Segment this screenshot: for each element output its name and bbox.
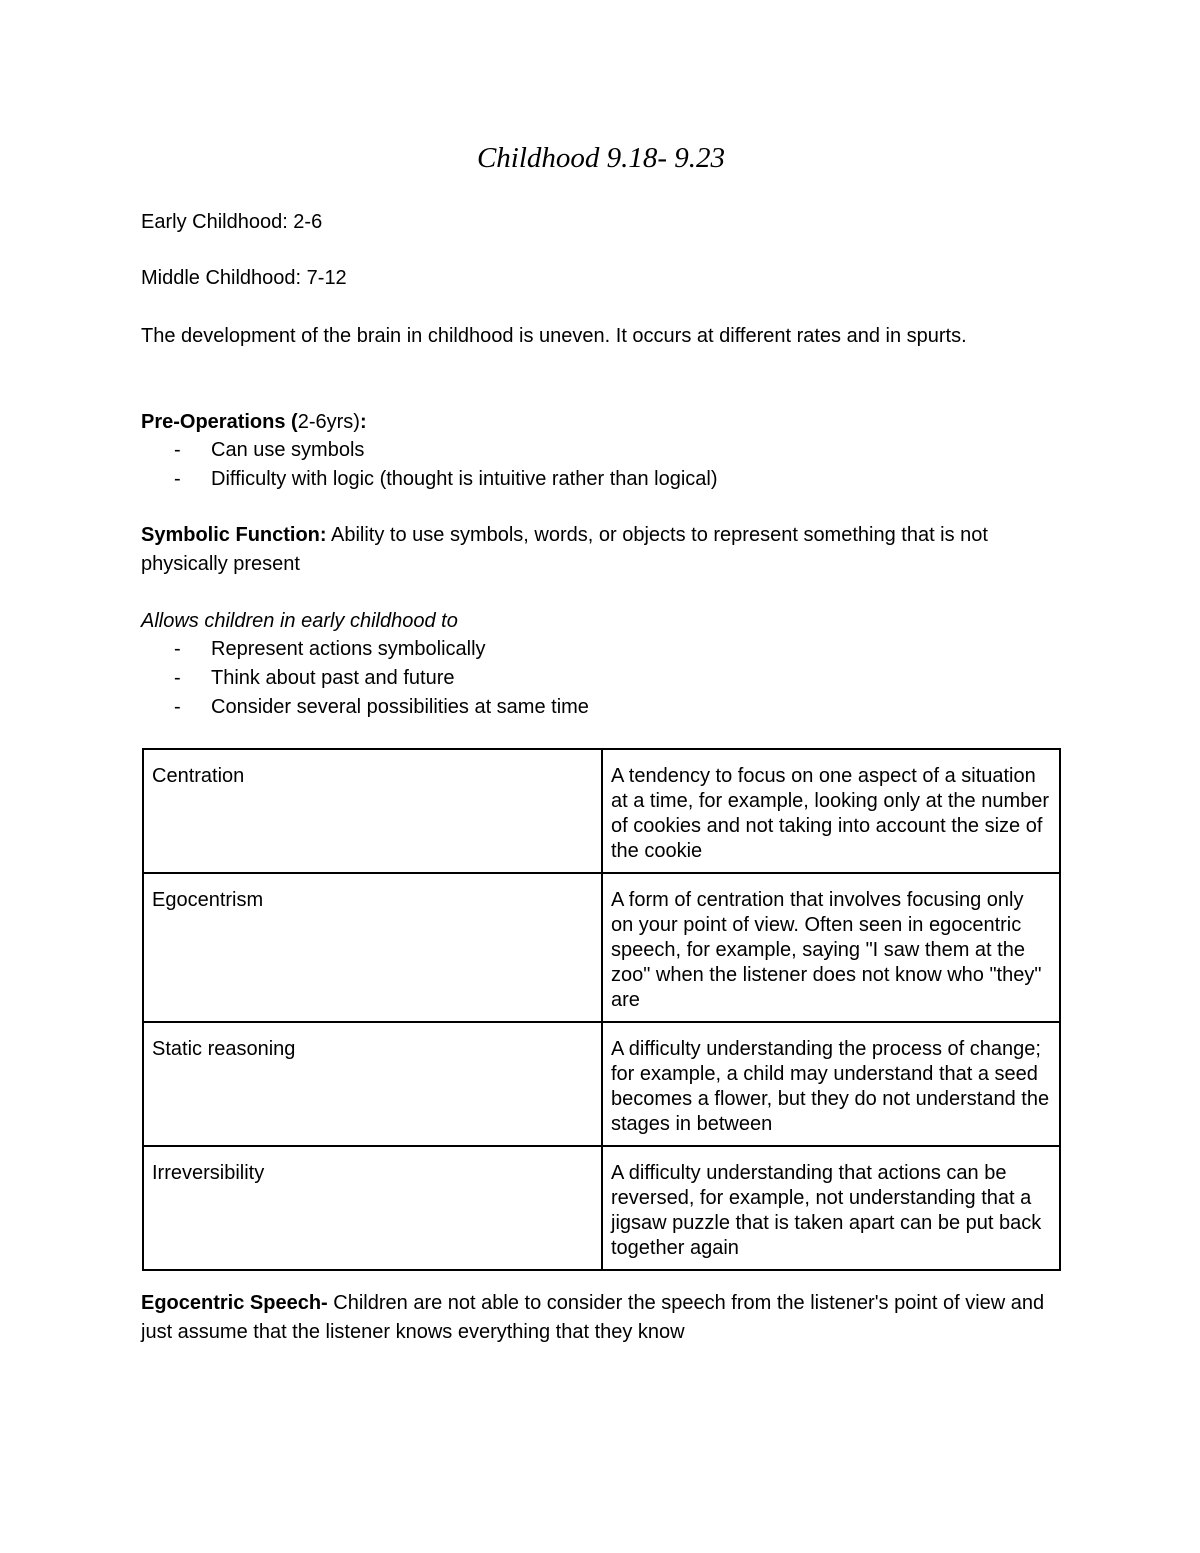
pre-operations-list (141, 436, 718, 494)
bullet-dash: - (174, 439, 181, 461)
term-cell: Egocentrism (143, 873, 602, 1022)
definition-cell: A difficulty understanding the process of change; for example, a child may understand that a seed becomes a flower, but they do not understand the stages in between (602, 1022, 1060, 1146)
symbolic-function-paragraph (141, 521, 1061, 579)
list-item (141, 436, 718, 465)
document-title: Childhood 9.18- 9.23 (476, 142, 726, 174)
term-cell: Irreversibility (143, 1146, 602, 1270)
middle-childhood-line: Middle Childhood: 7-12 (141, 267, 347, 289)
bullet-dash: - (174, 638, 181, 660)
term-cell: Centration (143, 749, 602, 873)
pre-operations-heading-bold: Pre-Operations ( (141, 411, 298, 433)
bullet-dash: - (174, 696, 181, 718)
list-item (141, 693, 589, 722)
bullet-dash: - (174, 468, 181, 490)
brain-development-paragraph: The development of the brain in childhood is uneven. It occurs at different rates and in spurts. (141, 325, 967, 347)
definition-cell: A form of centration that involves focusing only on your point of view. Often seen in egocentric speech, for example, saying "I saw them at the zoo" when the listener does not know who "they" are (602, 873, 1060, 1022)
list-item-text: Can use symbols (211, 439, 365, 461)
table-row (143, 749, 1060, 873)
pre-operations-heading-age: 2-6yrs) (297, 411, 360, 433)
table-row (143, 1022, 1060, 1146)
pre-operations-heading (141, 408, 367, 437)
terms-table (142, 748, 1061, 1271)
allows-list (141, 635, 589, 722)
list-item (141, 664, 589, 693)
egocentric-speech-paragraph (141, 1289, 1061, 1347)
allows-heading: Allows children in early childhood to (141, 610, 458, 632)
early-childhood-line: Early Childhood: 2-6 (141, 211, 323, 233)
pre-operations-heading-colon: : (359, 411, 367, 433)
egocentric-speech-definition: Children are not able to consider the speech from the listener's point of view and just assume that the listener knows everything that they know (141, 1292, 1045, 1343)
table-row (143, 873, 1060, 1022)
list-item-text: Difficulty with logic (thought is intuitive rather than logical) (211, 468, 718, 490)
symbolic-function-term: Symbolic Function: (141, 524, 327, 546)
definition-cell: A difficulty understanding that actions can be reversed, for example, not understanding that a jigsaw puzzle that is taken apart can be put back together again (602, 1146, 1060, 1270)
term-cell: Static reasoning (143, 1022, 602, 1146)
list-item-text: Represent actions symbolically (211, 638, 486, 660)
definition-cell: A tendency to focus on one aspect of a situation at a time, for example, looking only at the number of cookies and not taking into account the size of the cookie (602, 749, 1060, 873)
list-item-text: Think about past and future (211, 667, 455, 689)
list-item (141, 465, 718, 494)
bullet-dash: - (174, 667, 181, 689)
symbolic-function-definition: Ability to use symbols, words, or objects to represent something that is not physically present (141, 524, 988, 575)
table-row (143, 1146, 1060, 1270)
egocentric-speech-term: Egocentric Speech- (141, 1292, 328, 1314)
list-item (141, 635, 589, 664)
list-item-text: Consider several possibilities at same time (211, 696, 589, 718)
